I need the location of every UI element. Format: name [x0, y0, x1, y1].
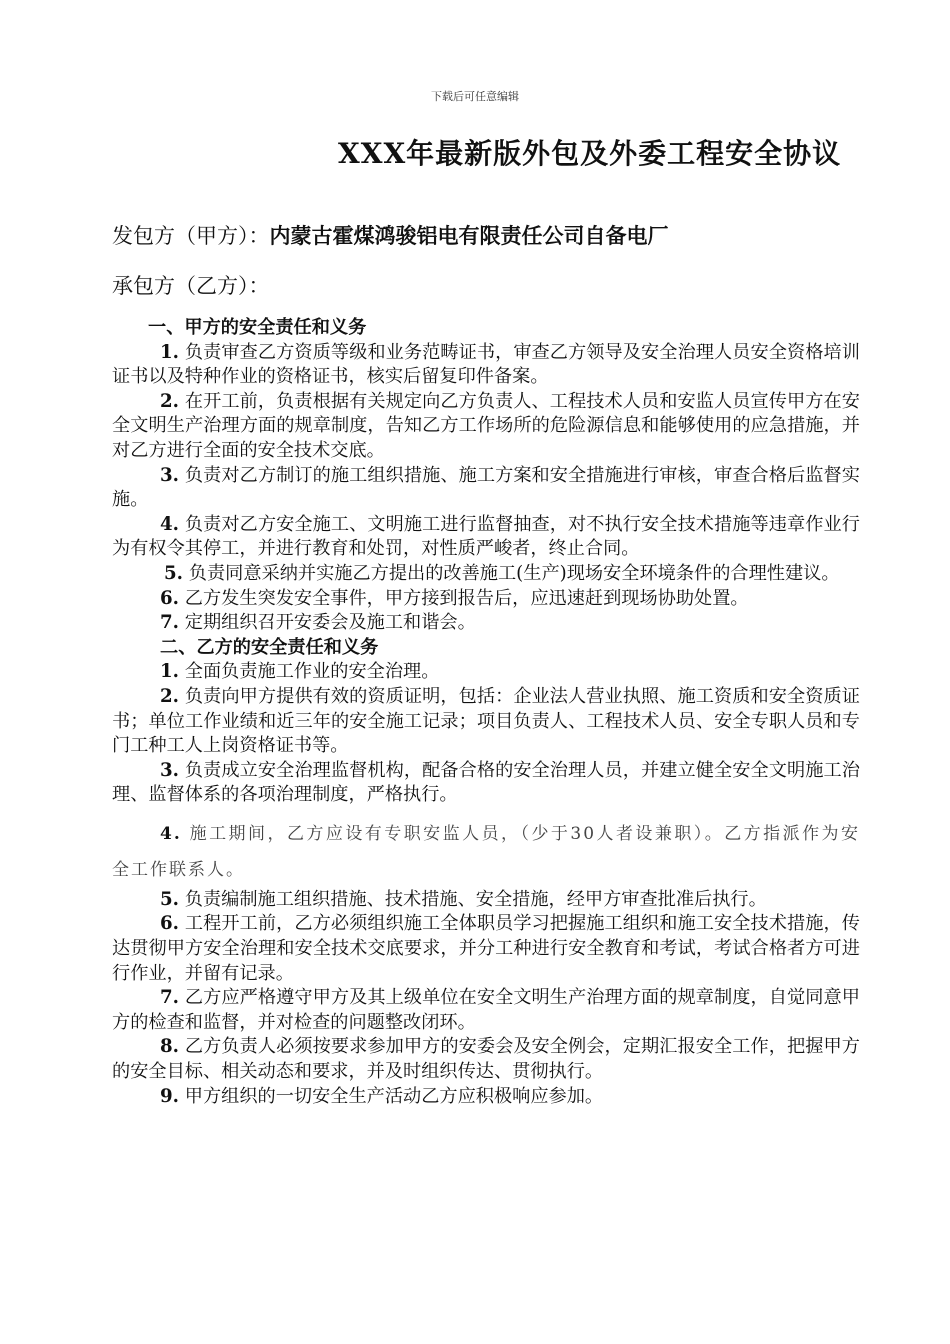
- clause: 2. 在开工前，负责根据有关规定向乙方负责人、工程技术人员和安监人员宣传甲方在安全文明生产治理方面的规章制度，告知乙方工作场所的危险源信息和能够使用的应急措施，并对乙方进行全面的安全技术交底。: [112, 390, 860, 461]
- party-a-name: 内蒙古霍煤鸿骏铝电有限责任公司自备电厂: [269, 223, 669, 248]
- clause: 5. 负责编制施工组织措施、技术措施、安全措施，经甲方审查批准后执行。: [160, 888, 767, 910]
- document-body: [112, 316, 860, 1109]
- clause: 3. 负责对乙方制订的施工组织措施、施工方案和安全措施进行审核，审查合格后监督实施。: [112, 464, 860, 511]
- clause: 2. 负责向甲方提供有效的资质证明，包括：企业法人营业执照、施工资质和安全资质证书；单位工作业绩和近三年的安全施工记录；项目负责人、工程技术人员、安全专职人员和专门工种工人上岗资格证书等。: [112, 685, 860, 757]
- clause: 9. 甲方组织的一切安全生产活动乙方应积极响应参加。: [160, 1085, 604, 1107]
- section-heading: 一、甲方的安全责任和义务: [148, 317, 367, 338]
- party-b-label: 承包方（乙方）：: [112, 274, 270, 298]
- clause: 6. 乙方发生突发安全事件，甲方接到报告后，应迅速赶到现场协助处置。: [160, 587, 749, 609]
- clause: 6. 工程开工前，乙方必须组织施工全体职员学习把握施工组织和施工安全技术措施，传达贯彻甲方安全治理和安全技术交底要求，并分工种进行安全教育和考试，考试合格者方可进行作业，并留有记录。: [112, 913, 860, 984]
- clause: 4. 负责对乙方安全施工、文明施工进行监督抽查，对不执行安全技术措施等违章作业行为有权令其停工，并进行教育和处罚，对性质严峻者，终止合同。: [112, 513, 860, 560]
- document-title: XXX年最新版外包及外委工程安全协议: [338, 137, 842, 170]
- clause: 1. 全面负责施工作业的安全治理。: [160, 661, 440, 683]
- clause: 5. 负责同意采纳并实施乙方提出的改善施工(生产)现场安全环境条件的合理性建议。: [164, 562, 840, 584]
- party-b-line: [112, 270, 270, 300]
- clause: 3. 负责成立安全治理监督机构，配备合格的安全治理人员，并建立健全安全文明施工治理、监督体系的各项治理制度，严格执行。: [112, 759, 860, 806]
- clause: 4. 施工期间，乙方应设有专职安监人员，（少于30人者设兼职）。乙方指派作为安全工作联系人。: [112, 823, 860, 880]
- clause: 7. 定期组织召开安委会及施工和谐会。: [160, 612, 476, 634]
- section-heading: 二、乙方的安全责任和义务: [160, 636, 379, 658]
- header-note: 下载后可任意编辑: [431, 90, 519, 103]
- party-a-label: 发包方（甲方）：: [112, 224, 270, 248]
- clause: 1. 负责审查乙方资质等级和业务范畴证书，审查乙方领导及安全治理人员安全资格培训证书以及特种作业的资格证书，核实后留复印件备案。: [112, 341, 860, 388]
- clause: 8. 乙方负责人必须按要求参加甲方的安委会及安全例会，定期汇报安全工作，把握甲方的安全目标、相关动态和要求，并及时组织传达、贯彻执行。: [112, 1036, 860, 1083]
- party-a-line: [112, 220, 669, 250]
- clause: 7. 乙方应严格遵守甲方及其上级单位在安全文明生产治理方面的规章制度，自觉同意甲方的检查和监督，并对检查的问题整改闭环。: [112, 987, 860, 1033]
